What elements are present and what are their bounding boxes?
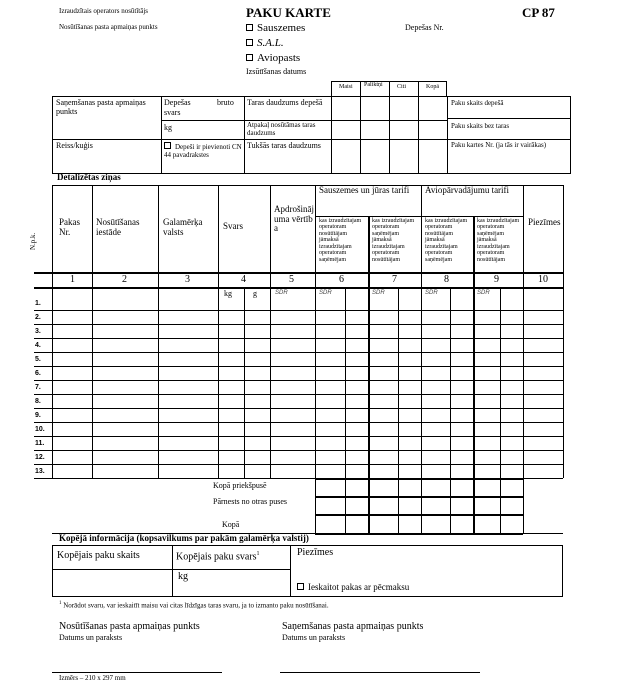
sdr-unit: SDR (477, 290, 490, 296)
col-surface-tariffs: Sauszemes un jūras tarifi (319, 185, 410, 195)
dispatch-office-label: Nosūtīšanas pasta apmaiņas punkts (59, 23, 158, 31)
weight-unit-g: g (253, 289, 257, 298)
cod-option[interactable] (297, 583, 409, 592)
option-airmail[interactable] (246, 53, 300, 65)
table-row: 11. (35, 440, 45, 447)
footnote-marker: 1 (256, 551, 260, 557)
gross-weight-label-c: svars (164, 108, 181, 117)
col-weight: Svars (223, 221, 243, 231)
gross-weight-label-a: Depešas (164, 98, 191, 107)
checkbox-icon[interactable] (297, 583, 304, 590)
col-number-7: 7 (392, 274, 397, 285)
air-dest-pays: kas izraudzītajam operatoram saņēmējam jāmaksā izraudzītajam operatoram nosūtītājam (477, 218, 520, 263)
returned-tare-label: Atpakaļ nosūtāmas taras daudzums (247, 121, 316, 137)
option-sal[interactable] (246, 38, 284, 50)
col-number-8: 8 (444, 274, 449, 285)
receiving-office-label: Saņemšanas pasta apmaiņas punkts (56, 98, 146, 116)
summary-notes-label: Piezīmes (297, 547, 334, 558)
footnote-marker: 1 (59, 601, 62, 606)
table-row: 13. (35, 468, 45, 475)
table-row: 8. (35, 398, 41, 405)
option-airmail-label: Aviopasts (257, 52, 301, 64)
total-parcels-label: Kopējais paku skaits (57, 550, 140, 561)
col-number-9: 9 (494, 274, 499, 285)
table-row: 6. (35, 370, 41, 377)
form-code: CP 87 (522, 5, 555, 20)
option-sal-label: S.A.L. (257, 37, 284, 49)
page-title: PAKU KARTE (246, 5, 331, 20)
checkbox-icon[interactable] (246, 24, 253, 31)
total-weight-text: Kopējais paku svars (176, 551, 257, 563)
sdr-unit: SDR (372, 290, 385, 296)
col-number-10: 10 (538, 274, 548, 285)
summary-title: Kopējā informācija (kopsavilkums par pakām galamērķa valstij) (59, 533, 309, 543)
surface-dest-pays: kas izraudzītajam operatoram saņēmējam jāmaksā izraudzītajam operatoram nosūtītājam (372, 218, 415, 263)
cn44-note-label: Depeši ir pievienoti CN 44 pavadrakstes (164, 143, 242, 159)
total-front-label: Kopā priekšpusē (213, 481, 267, 490)
gross-weight-unit: kg (164, 123, 172, 132)
issuer-label: Izraudzītais operators nosūtītājs (59, 7, 149, 15)
total-label: Kopā (222, 520, 240, 529)
summary-weight-unit: kg (178, 571, 188, 582)
signature-dispatch-date: Datums un paraksts (59, 633, 123, 642)
footnote (59, 601, 329, 610)
row-number-label: N.p.k. (29, 232, 37, 250)
air-origin-pays: kas izraudzītajam operatoram nosūtītājam jāmaksā izraudzītajam operatoram saņēmējam (425, 218, 468, 263)
empty-tare-label: Tukšās taras daudzums (247, 141, 321, 150)
sdr-unit: SDR (425, 290, 438, 296)
col-number-6: 6 (339, 274, 344, 285)
signature-dispatch-office: Nosūtīšanas pasta apmaiņas punkts (59, 621, 200, 632)
col-others: Citi (397, 84, 407, 90)
tare-count-label: Taras daudzums depešā (247, 98, 323, 107)
table-row: 5. (35, 356, 41, 363)
cn44-note[interactable] (164, 142, 242, 159)
parcel-count-label: Paku skaits depešā (451, 99, 504, 107)
signature-line-receiving[interactable] (280, 672, 480, 673)
dispatch-number-label: Depešas Nr. (405, 23, 444, 32)
table-row: 9. (35, 412, 41, 419)
table-row: 10. (35, 426, 45, 433)
sdr-unit: SDR (275, 290, 288, 296)
checkbox-icon[interactable] (164, 142, 171, 149)
parcel-card-number-label: Paku kartes Nr. (ja tās ir vairākas) (451, 141, 547, 149)
col-number-3: 3 (185, 274, 190, 285)
col-pallets: Paliktņi (364, 82, 383, 88)
surface-origin-pays: kas izraudzītajam operatoram nosūtītājam jāmaksā izraudzītajam operatoram saņēmējam (319, 218, 362, 263)
col-origin-office: Nosūtīšanas iestāde (96, 217, 140, 237)
signature-receiving-office: Saņemšanas pasta apmaiņas punkts (282, 621, 424, 632)
dispatch-date-label: Izsūtīšanas datums (246, 67, 307, 76)
option-surface-label: Sauszemes (257, 22, 306, 34)
col-number-1: 1 (70, 274, 75, 285)
col-number-2: 2 (122, 274, 127, 285)
carried-over-label: Pārnests no otras puses (213, 497, 287, 506)
col-total: Kopā (426, 84, 439, 90)
table-row: 12. (35, 454, 45, 461)
cod-option-label: Ieskaitot pakas ar pēcmaksu (308, 582, 410, 592)
col-bags: Maisi (339, 84, 353, 90)
table-row: 1. (35, 300, 41, 307)
table-row: 3. (35, 328, 41, 335)
signature-receiving-date: Datums un paraksts (282, 633, 346, 642)
sdr-unit: SDR (319, 290, 332, 296)
col-notes: Piezīmes (528, 217, 561, 227)
col-destination-country: Galamērķa valsts (163, 217, 203, 237)
col-air-tariffs: Aviopārvadājumu tarifi (425, 185, 510, 195)
option-surface[interactable] (246, 23, 305, 35)
footnote-text: Norādot svaru, var ieskaitīt maisu vai citas līdzīgas taras svaru, ja to izmanto paku nosūtīšanai. (63, 601, 329, 610)
table-row: 2. (35, 314, 41, 321)
checkbox-icon[interactable] (246, 54, 253, 61)
total-weight-label (176, 551, 260, 563)
checkbox-icon[interactable] (246, 39, 253, 46)
signature-line-dispatch[interactable] (52, 672, 222, 673)
page-size-note: Izmērs – 210 x 297 mm (59, 674, 126, 682)
parcel-weight-label: Paku skaits bez taras (451, 122, 510, 130)
weight-unit-kg: kg (224, 289, 232, 298)
table-row: 7. (35, 384, 41, 391)
col-parcel-number: Pakas Nr. (59, 217, 80, 237)
details-title: Detalizētas ziņas (57, 172, 121, 182)
table-row: 4. (35, 342, 41, 349)
col-insured-value: Apdrošinājuma vērtība (274, 204, 314, 234)
col-number-4: 4 (241, 274, 246, 285)
voyage-label: Reiss/kuģis (56, 141, 93, 150)
gross-weight-label-b: bruto (217, 98, 234, 107)
col-number-5: 5 (289, 274, 294, 285)
